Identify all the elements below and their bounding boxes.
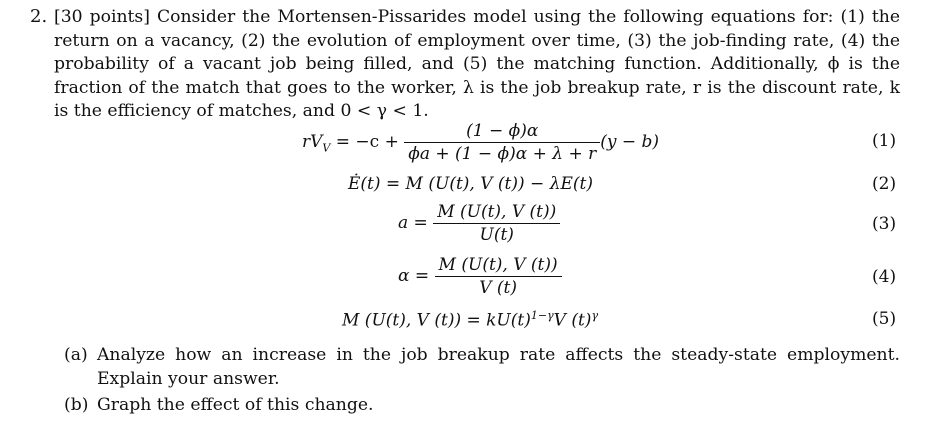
question-parts bbox=[64, 344, 900, 418]
part-a-text: Analyze how an increase in the job breakup rate affects the steady-state employment. Explain your answer. bbox=[97, 345, 900, 389]
eq4-denominator: V (t) bbox=[479, 278, 517, 298]
eq1-fraction bbox=[404, 120, 600, 165]
eq4-numerator: M (U(t), V (t)) bbox=[435, 254, 562, 277]
part-b-text: Graph the effect of this change. bbox=[97, 395, 374, 415]
equation-4 bbox=[398, 254, 562, 299]
equation-4-number: (4) bbox=[872, 267, 897, 287]
eq1-numerator: (1 − ϕ)α bbox=[404, 120, 600, 143]
equation-2-number: (2) bbox=[872, 174, 897, 194]
equation-1-number: (1) bbox=[872, 131, 897, 151]
eq3-numerator: M (U(t), V (t)) bbox=[433, 201, 560, 224]
eq4-fraction bbox=[435, 254, 562, 299]
equation-5-number: (5) bbox=[872, 309, 897, 329]
eq1-lhs: rV bbox=[302, 132, 323, 152]
part-a-label: (a) bbox=[64, 345, 88, 365]
eq1-rhs-prefix: = −c + bbox=[330, 132, 405, 152]
eq3-fraction bbox=[433, 201, 560, 246]
eq5-exp2: γ bbox=[591, 309, 599, 322]
eq5-text-b: V (t) bbox=[553, 310, 592, 331]
eq1-lhs-sub: V bbox=[322, 141, 331, 155]
eq1-denominator: ϕa + (1 − ϕ)α + λ + r bbox=[408, 144, 597, 164]
equation-3-number: (3) bbox=[872, 214, 897, 234]
question-intro: [30 points] Consider the Mortensen-Pissarides model using the following equations for: (1) the return on a vacancy, (2) the evolution of employment over time, (3) the job-finding rate, (4) the probability of a vacant job being filled, and (5) the matching function. Additionally, ϕ is the fraction of the match that goes to the worker, λ is the job breakup rate, r is the discount rate, k is the efficiency of matches, and 0 < γ < 1. bbox=[54, 7, 900, 121]
part-b-label: (b) bbox=[64, 395, 89, 415]
eq1-suffix: (y − b) bbox=[600, 132, 660, 152]
eq3-denominator: U(t) bbox=[479, 225, 514, 245]
equation-1 bbox=[302, 120, 659, 165]
question-number: 2. bbox=[30, 6, 48, 27]
equation-2: Ė(t) = M (U(t), V (t)) − λE(t) bbox=[348, 174, 593, 194]
equation-5 bbox=[342, 309, 598, 331]
equation-3 bbox=[398, 201, 560, 246]
eq5-exp1: 1−γ bbox=[530, 309, 554, 322]
part-b bbox=[64, 394, 900, 418]
eq4-lhs: α = bbox=[398, 266, 435, 286]
part-a bbox=[64, 344, 900, 391]
eq5-text-a: M (U(t), V (t)) = kU(t) bbox=[342, 310, 531, 331]
eq3-lhs: a = bbox=[398, 213, 434, 233]
